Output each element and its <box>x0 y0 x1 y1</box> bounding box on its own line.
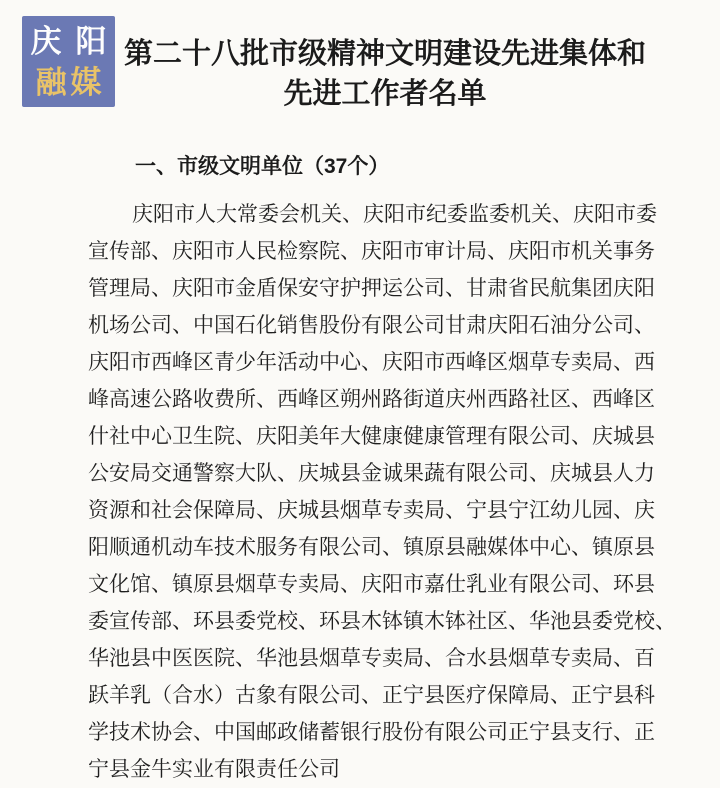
document-title-line2: 先进工作者名单 <box>283 78 487 110</box>
body-line: 委宣传部、环县委党校、环县木钵镇木钵社区、华池县委党校、 <box>88 609 676 633</box>
body-line: 宁县金牛实业有限责任公司 <box>88 757 340 781</box>
logo-text-top: 庆阳 <box>30 23 121 59</box>
body-line: 庆阳市西峰区青少年活动中心、庆阳市西峰区烟草专卖局、西 <box>88 350 655 374</box>
body-line: 机场公司、中国石化销售股份有限公司甘肃庆阳石油分公司、 <box>88 313 655 337</box>
body-line: 宣传部、庆阳市人民检察院、庆阳市审计局、庆阳市机关事务 <box>88 239 655 263</box>
body-line: 学技术协会、中国邮政储蓄银行股份有限公司正宁县支行、正 <box>88 720 655 744</box>
body-line: 资源和社会保障局、庆城县烟草专卖局、宁县宁江幼儿园、庆 <box>88 498 655 522</box>
body-line: 庆阳市人大常委会机关、庆阳市纪委监委机关、庆阳市委 <box>132 202 657 226</box>
body-paragraph <box>88 196 676 788</box>
body-line: 公安局交通警察大队、庆城县金诚果蔬有限公司、庆城县人力 <box>88 461 655 485</box>
body-line: 峰高速公路收费所、西峰区朔州路街道庆州西路社区、西峰区 <box>88 387 655 411</box>
document-title <box>110 34 660 114</box>
body-line: 什社中心卫生院、庆阳美年大健康健康管理有限公司、庆城县 <box>88 424 655 448</box>
document-title-line1: 第二十八批市级精神文明建设先进集体和 <box>123 38 646 70</box>
body-line: 华池县中医医院、华池县烟草专卖局、合水县烟草专卖局、百 <box>88 646 655 670</box>
section-heading: 一、市级文明单位（37个） <box>135 155 390 178</box>
body-line: 跃羊乳（合水）古象有限公司、正宁县医疗保障局、正宁县科 <box>88 683 655 707</box>
body-line: 阳顺通机动车技术服务有限公司、镇原县融媒体中心、镇原县 <box>88 535 655 559</box>
qingyang-media-logo <box>22 16 121 107</box>
logo-text-bottom: 融媒 <box>35 64 106 100</box>
body-line: 文化馆、镇原县烟草专卖局、庆阳市嘉仕乳业有限公司、环县 <box>88 572 655 596</box>
body-line: 管理局、庆阳市金盾保安守护押运公司、甘肃省民航集团庆阳 <box>88 276 655 300</box>
